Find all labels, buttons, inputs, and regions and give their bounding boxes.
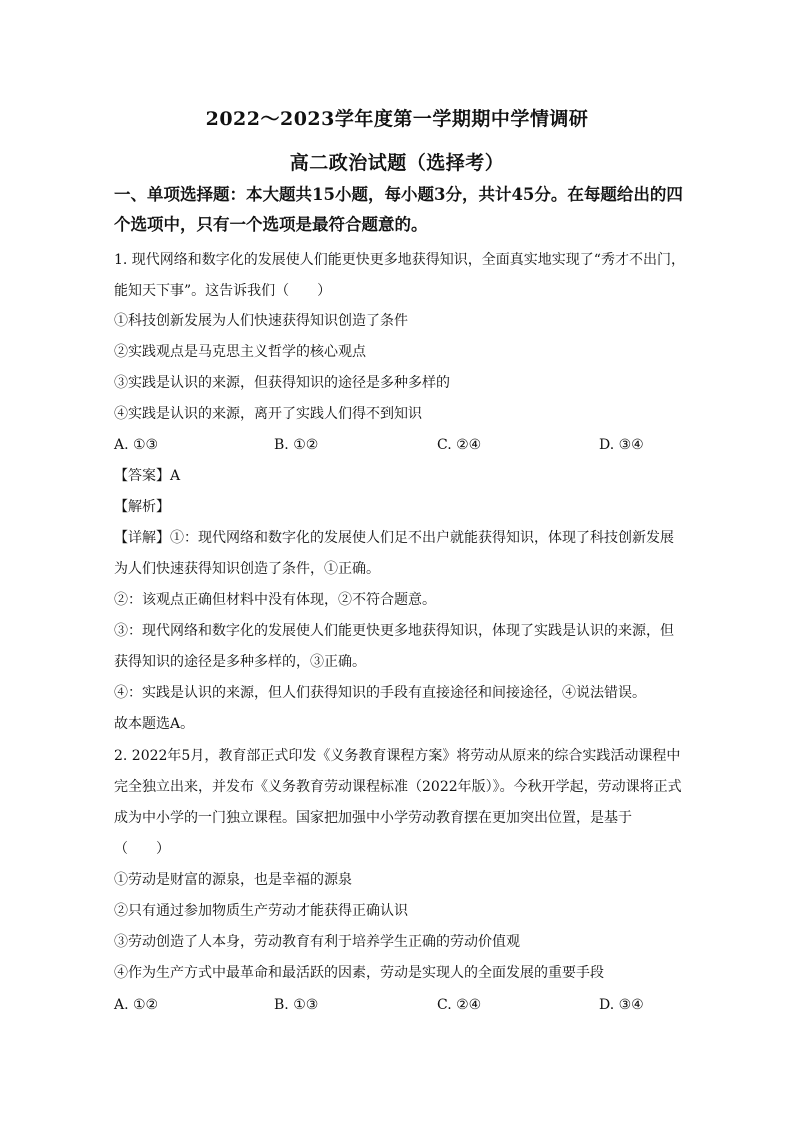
- section-heading-line-1: 一、单项选择题：本大题共15小题，每小题3分，共计45分。在每题给出的四: [114, 185, 683, 204]
- q1-item-2: ②实践观点是马克思主义哲学的核心观点: [114, 344, 366, 360]
- q1-explain-line-3: ②：该观点正确但材料中没有体现，②不符合题意。: [114, 592, 436, 608]
- q1-option-a[interactable]: A. ①③: [114, 437, 159, 453]
- q1-option-d[interactable]: D. ③④: [599, 437, 644, 453]
- q1-explain-line-4: ③：现代网络和数字化的发展使人们能更快更多地获得知识，体现了实践是认识的来源，但: [114, 623, 674, 639]
- q2-stem-line-2: 完全独立出来，并发布《义务教育劳动课程标准（2022年版）》。今秋开学起，劳动课将正式: [114, 779, 682, 795]
- q1-stem-line-2: 能知天下事”。这告诉我们（ ）: [114, 283, 332, 299]
- q2-option-d[interactable]: D. ③④: [599, 997, 644, 1013]
- q2-item-2: ②只有通过参加物质生产劳动才能获得正确认识: [114, 903, 408, 919]
- q1-item-3: ③实践是认识的来源，但获得知识的途径是多种多样的: [114, 375, 450, 391]
- q2-stem-line-3: 成为中小学的一门独立课程。国家把加强中小学劳动教育摆在更加突出位置，是基于: [114, 810, 632, 826]
- q1-explain-line-2: 为人们快速获得知识创造了条件，①正确。: [114, 561, 380, 577]
- q1-item-1: ①科技创新发展为人们快速获得知识创造了条件: [114, 313, 408, 329]
- page-subtitle: 高二政治试题（选择考）: [289, 152, 505, 174]
- q1-item-4: ④实践是认识的来源，离开了实践人们得不到知识: [114, 406, 422, 422]
- q1-explain-line-7: 故本题选A。: [114, 716, 195, 732]
- section-heading-line-2: 个选项中，只有一个选项是最符合题意的。: [114, 215, 428, 234]
- q1-analysis-label: 【解析】: [114, 499, 170, 515]
- q1-explain-line-5: 获得知识的途径是多种多样的，③正确。: [114, 654, 366, 670]
- q2-item-3: ③劳动创造了人本身，劳动教育有利于培养学生正确的劳动价值观: [114, 934, 520, 950]
- q2-stem-line-1: 2. 2022年5月，教育部正式印发《义务教育课程方案》将劳动从原来的综合实践活动课程中: [114, 748, 681, 764]
- q2-option-a[interactable]: A. ①②: [114, 997, 159, 1013]
- q2-item-1: ①劳动是财富的源泉，也是幸福的源泉: [114, 872, 352, 888]
- q2-item-4: ④作为生产方式中最革命和最活跃的因素，劳动是实现人的全面发展的重要手段: [114, 965, 604, 981]
- q1-answer: 【答案】A: [114, 468, 181, 484]
- q1-option-b[interactable]: B. ①②: [274, 437, 319, 453]
- q1-stem-line-1: 1. 现代网络和数字化的发展使人们能更快更多地获得知识，全面真实地实现了“秀才不出门，: [114, 252, 685, 268]
- q2-stem-line-4: （ ）: [114, 841, 170, 857]
- q2-option-b[interactable]: B. ①③: [274, 997, 319, 1013]
- q2-option-c[interactable]: C. ②④: [437, 997, 482, 1013]
- page-title: 2022～2023学年度第一学期期中学情调研: [205, 108, 589, 130]
- q1-explain-line-6: ④：实践是认识的来源，但人们获得知识的手段有直接途径和间接途径，④说法错误。: [114, 685, 646, 701]
- q1-option-c[interactable]: C. ②④: [437, 437, 482, 453]
- q1-explain-line-1: 【详解】①：现代网络和数字化的发展使人们足不出户就能获得知识，体现了科技创新发展: [114, 530, 674, 546]
